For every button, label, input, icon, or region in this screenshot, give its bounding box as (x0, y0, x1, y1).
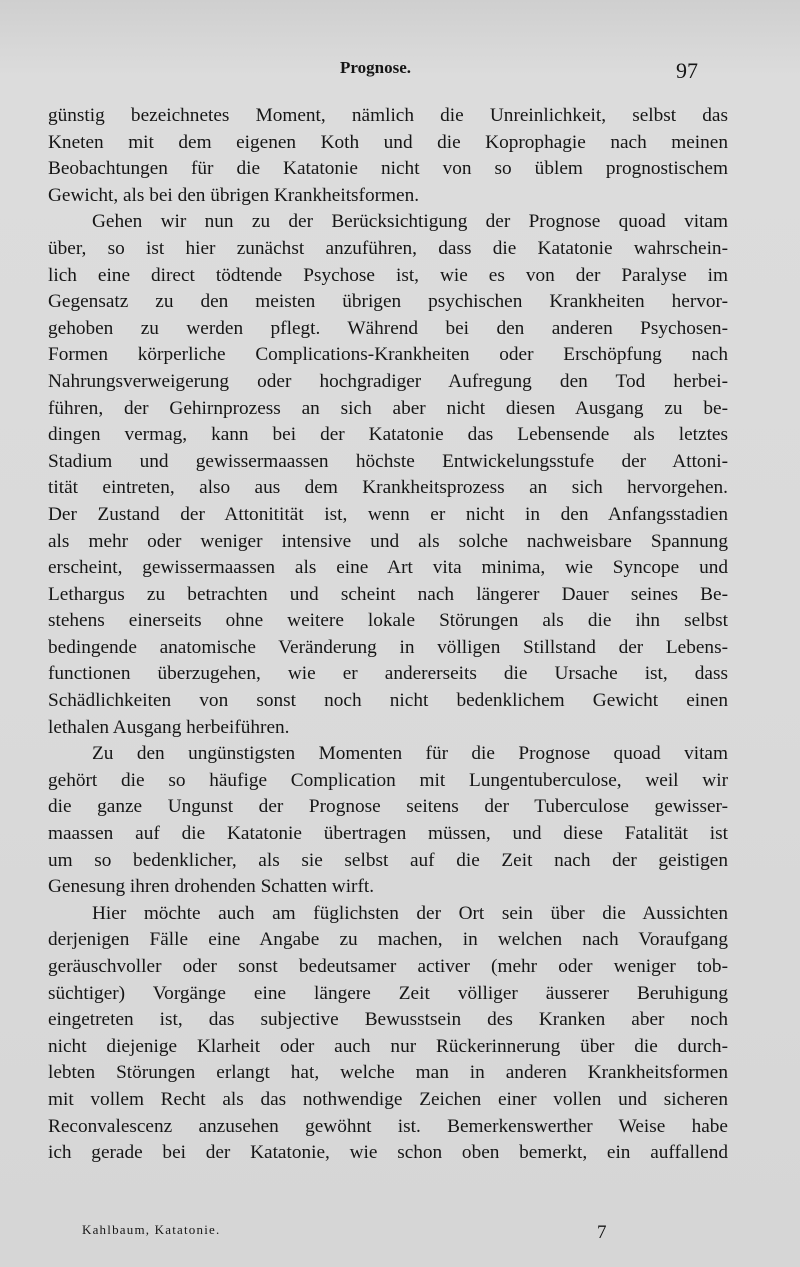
text-line: süchtiger) Vorgänge eine längere Zeit völliger äusserer Beruhigung (48, 982, 728, 1004)
running-title: Prognose. (340, 58, 411, 77)
text-line: erscheint, gewissermaassen als eine Art vita minima, wie Syncope und (48, 557, 728, 579)
text-line: Gegensatz zu den meisten übrigen psychischen Krankheiten hervor- (48, 291, 728, 313)
text-line: führen, der Gehirnprozess an sich aber nicht diesen Ausgang zu be- (48, 397, 728, 419)
text-line: geräuschvoller oder sonst bedeutsamer activer (mehr oder weniger tob- (48, 956, 728, 977)
text-line: mit vollem Recht als das nothwendige Zeichen einer vollen und sicheren (48, 1088, 728, 1110)
text-line: Gehen wir nun zu der Berücksichtigung der Prognose quoad vitam (92, 211, 728, 233)
text-line: über, so ist hier zunächst anzuführen, dass die Katatonie wahrschein- (48, 237, 728, 259)
page-footer (0, 1222, 800, 1246)
text-line: dingen vermag, kann bei der Katatonie das Lebensende als letztes (48, 424, 728, 446)
text-line: maassen auf die Katatonie übertragen müssen, und diese Fatalität ist (48, 823, 728, 845)
text-line: gehoben zu werden pflegt. Während bei den anderen Psychosen- (48, 317, 728, 339)
text-line: nicht diejenige Klarheit oder auch nur Rückerinnerung über die durch- (48, 1035, 728, 1057)
text-line: derjenigen Fälle eine Angabe zu machen, in welchen nach Voraufgang (48, 929, 728, 951)
text-line: tität eintreten, also aus dem Krankheitsprozess an sich hervorgehen. (48, 477, 728, 499)
body-text (48, 103, 728, 1167)
text-line: als mehr oder weniger intensive und als solche nachweisbare Spannung (48, 530, 728, 552)
text-line: lebten Störungen erlangt hat, welche man in anderen Krankheitsformen (48, 1062, 728, 1084)
text-line: Kneten mit dem eigenen Koth und die Koprophagie nach meinen (48, 131, 728, 153)
text-line: eingetreten ist, das subjective Bewusstsein des Kranken aber noch (48, 1009, 728, 1031)
sheet-number: 7 (597, 1222, 607, 1243)
text-line: Gewicht, als bei den übrigen Krankheitsformen. (48, 184, 420, 206)
text-line: die ganze Ungunst der Prognose seitens der Tuberculose gewisser- (48, 796, 728, 818)
page-number: 97 (676, 58, 698, 83)
text-line: Nahrungsverweigerung oder hochgradiger Aufregung den Tod herbei- (48, 370, 728, 392)
text-line: Hier möchte auch am füglichsten der Ort sein über die Aussichten (92, 902, 728, 924)
text-line: functionen überzugehen, wie er andererseits die Ursache ist, dass (48, 663, 728, 685)
running-head (0, 58, 800, 88)
text-line: günstig bezeichnetes Moment, nämlich die Unreinlichkeit, selbst das (48, 105, 728, 126)
text-line: ich gerade bei der Katatonie, wie schon oben bemerkt, ein auffallend (48, 1142, 728, 1164)
text-line: bedingende anatomische Veränderung in völligen Stillstand der Lebens- (48, 636, 728, 658)
text-line: lethalen Ausgang herbeiführen. (48, 716, 290, 738)
text-line: Lethargus zu betrachten und scheint nach längerer Dauer seines Be- (48, 583, 728, 605)
text-line: Schädlichkeiten von sonst noch nicht bedenklichem Gewicht einen (48, 690, 728, 712)
text-line: um so bedenklicher, als sie selbst auf die Zeit nach der geistigen (48, 849, 728, 871)
text-line: Reconvalescenz anzusehen gewöhnt ist. Bemerkenswerther Weise habe (48, 1115, 728, 1137)
text-line: Beobachtungen für die Katatonie nicht von so üblem prognostischem (48, 158, 728, 180)
text-line: stehens einerseits ohne weitere lokale Störungen als die ihn selbst (48, 610, 728, 632)
text-line: Der Zustand der Attonitität ist, wenn er nicht in den Anfangsstadien (48, 503, 728, 525)
text-line: Stadium und gewissermaassen höchste Entwickelungsstufe der Attoni- (48, 450, 728, 472)
text-line: Genesung ihren drohenden Schatten wirft. (48, 876, 375, 898)
text-line: gehört die so häufige Complication mit Lungentuberculose, weil wir (48, 769, 728, 791)
text-line: Formen körperliche Complications-Krankheiten oder Erschöpfung nach (48, 344, 728, 366)
signature-mark: Kahlbaum, Katatonie. (82, 1222, 221, 1237)
text-line: Zu den ungünstigsten Momenten für die Prognose quoad vitam (92, 743, 728, 765)
text-line: lich eine direct tödtende Psychose ist, wie es von der Paralyse im (48, 264, 728, 286)
